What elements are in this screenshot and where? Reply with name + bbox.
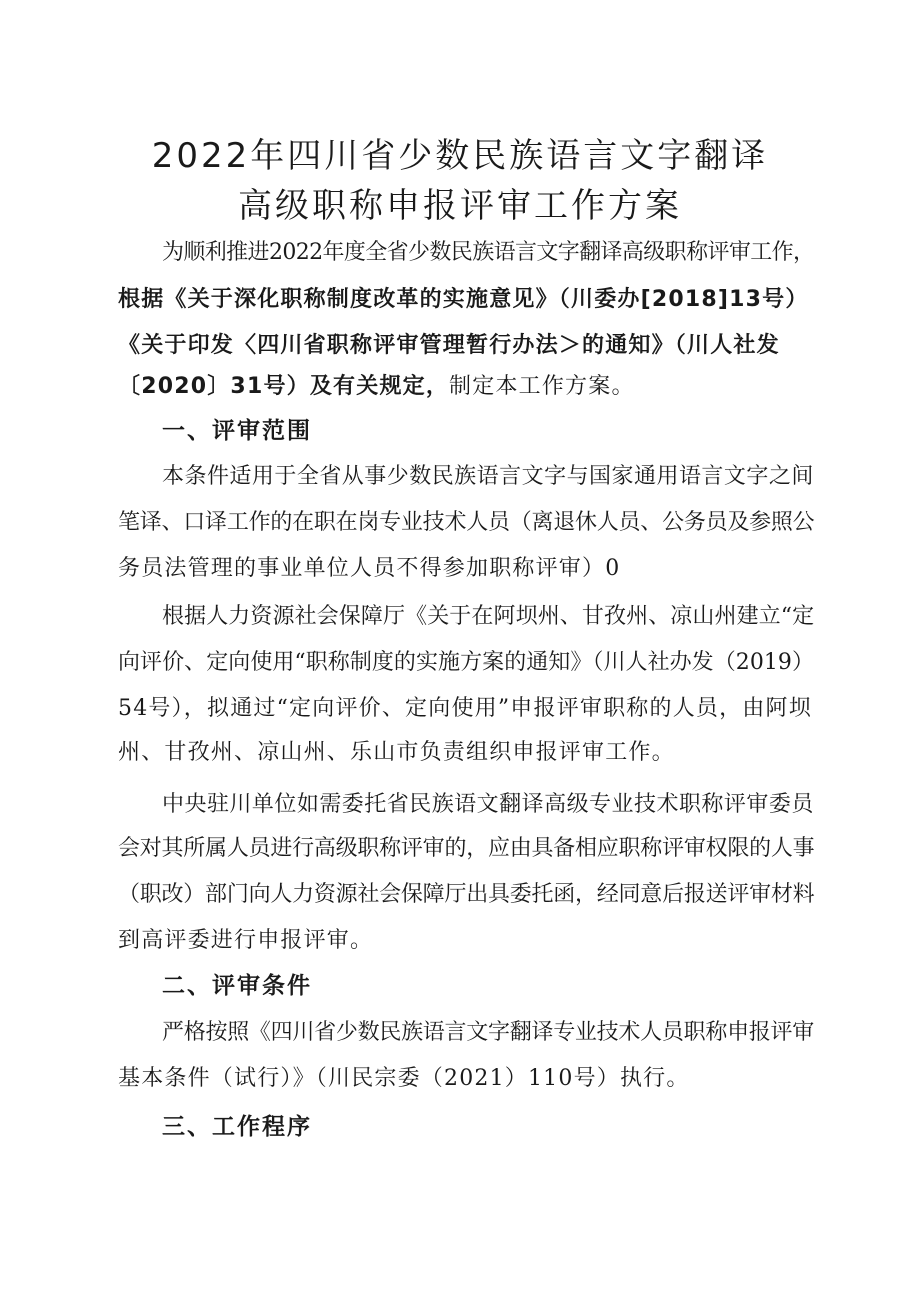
scope-p3-line: 会对其所属人员进行高级职称评审的，应由具备相应职称评审权限的人事 — [118, 836, 815, 861]
conditions-line: 严格按照《四川省少数民族语言文字翻译专业技术人员职称申报评审 — [162, 1020, 815, 1045]
scope-p1-line: 笔译、口译工作的在职在岗专业技术人员（离退休人员、公务员及参照公 — [118, 510, 815, 535]
scope-p3-line: 到高评委进行申报评审。 — [118, 928, 374, 953]
intro-line-4 — [118, 372, 635, 402]
scope-p3-line: 中央驻川单位如需委托省民族语文翻译高级专业技术职称评审委员 — [162, 792, 814, 817]
intro-line-1: 为顺利推进2022年度全省少数民族语言文字翻译高级职称评审工作， — [162, 240, 815, 265]
intro-line-3: 《关于印发〈四川省职称评审管理暂行办法＞的通知》（川人社发 — [118, 333, 780, 358]
conditions-line: 基本条件（试行）》（川民宗委（2021）110号）执行。 — [118, 1066, 690, 1091]
scope-p1-line: 务员法管理的事业单位人员不得参加职称评审）0 — [118, 556, 621, 581]
scope-p2-line: 向评价、定向使用“职称制度的实施方案的通知》（川人社办发（2019） — [118, 650, 815, 675]
scope-p1-line: 本条件适用于全省从事少数民族语言文字与国家通用语言文字之间 — [162, 464, 814, 489]
section-heading-conditions: 二、评审条件 — [162, 973, 312, 999]
section-heading-scope: 一、评审范围 — [162, 418, 312, 444]
document-title-line-1: 2022年四川省少数民族语言文字翻译 — [151, 136, 769, 176]
intro-line-2: 根据《关于深化职称制度改革的实施意见》（川委办[2018]13号） — [118, 287, 809, 312]
scope-p3-line: （职改）部门向人力资源社会保障厅出具委托函，经同意后报送评审材料 — [118, 882, 815, 907]
intro-line-4-normal: 制定本工作方案。 — [449, 374, 635, 399]
scope-p2-line: 根据人力资源社会保障厅《关于在阿坝州、甘孜州、凉山州建立“定 — [162, 604, 815, 629]
section-heading-procedure: 三、工作程序 — [162, 1114, 312, 1140]
intro-line-4-bold: 〔2020〕31号）及有关规定， — [118, 374, 450, 399]
scope-p2-line: 州、甘孜州、凉山州、乐山市负责组织申报评审工作。 — [118, 740, 675, 765]
document-title-line-2: 高级职称申报评审工作方案 — [238, 186, 682, 226]
scope-p2-line: 54号），拟通过“定向评价、定向使用”申报评审职称的人员，由阿坝 — [118, 696, 812, 721]
